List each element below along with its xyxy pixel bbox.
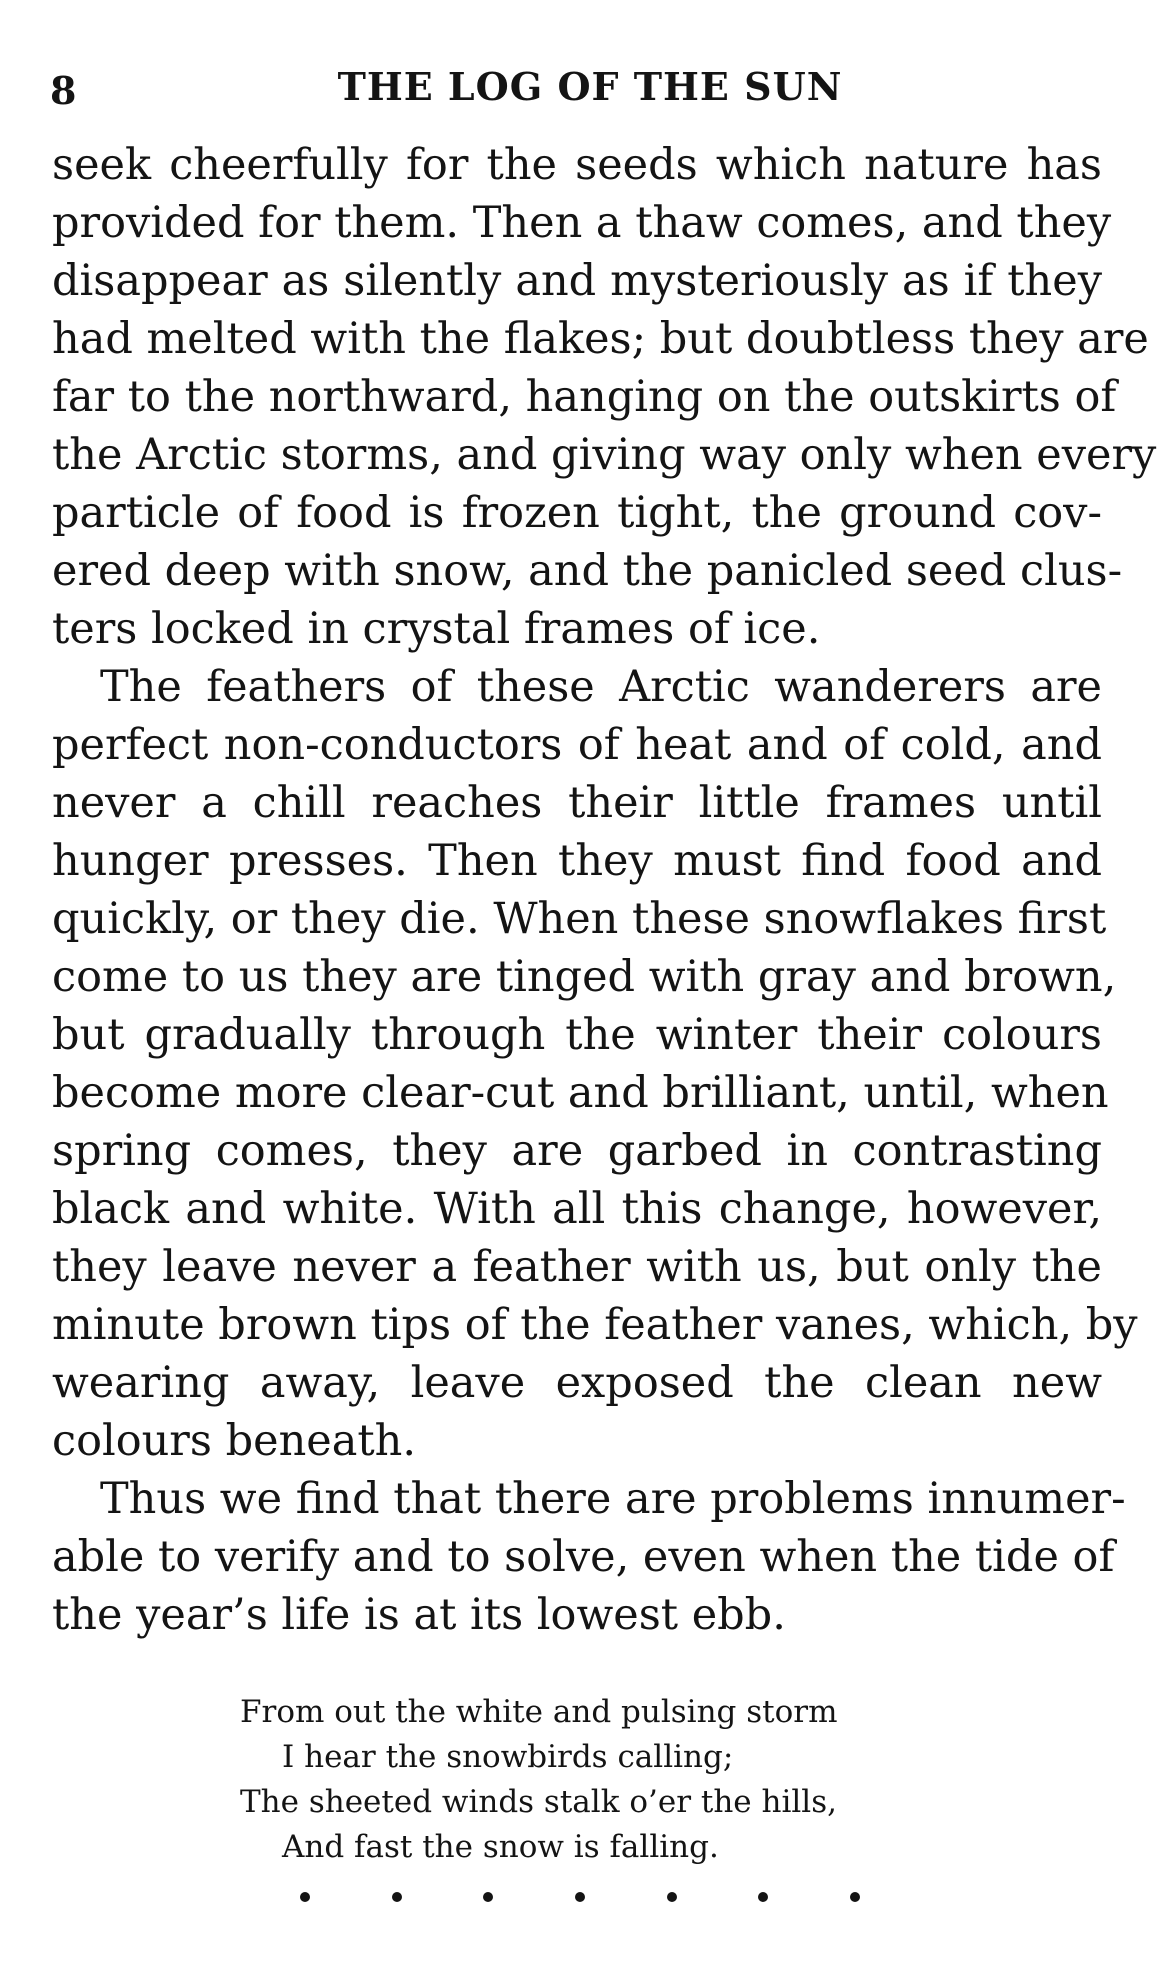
text-line: come to us they are tinged with gray and brown, — [52, 952, 1117, 1002]
ellipsis-dots — [300, 1892, 860, 1932]
text-line: able to verify and to solve, even when the tide of — [52, 1532, 1115, 1582]
text-line: The feathers of these Arctic wanderers are — [100, 662, 1102, 712]
text-line: Thus we find that there are problems innumer- — [100, 1474, 1126, 1524]
text-line: disappear as silently and mysteriously as if they — [52, 256, 1102, 306]
text-line: hunger presses. Then they must find food and — [52, 836, 1102, 886]
text-line: they leave never a feather with us, but only the — [52, 1242, 1102, 1292]
text-line: had melted with the flakes; but doubtless they are — [52, 314, 1149, 364]
ellipsis-dot — [300, 1892, 310, 1902]
verse-line: I hear the snowbirds calling; — [282, 1739, 734, 1775]
text-line: quickly, or they die. When these snowflakes first — [52, 894, 1107, 944]
page-number: 8 — [50, 68, 77, 113]
text-line: provided for them. Then a thaw comes, and they — [52, 198, 1112, 248]
text-line: perfect non-conductors of heat and of cold, and — [52, 720, 1102, 770]
text-line: never a chill reaches their little frames until — [52, 778, 1102, 828]
ellipsis-dot — [575, 1892, 585, 1902]
text-line: colours beneath. — [52, 1416, 416, 1466]
text-line: but gradually through the winter their colours — [52, 1010, 1102, 1060]
text-line: ered deep with snow, and the panicled seed clus- — [52, 546, 1123, 596]
verse-line: The sheeted winds stalk o’er the hills, — [240, 1784, 837, 1820]
text-line: black and white. With all this change, however, — [52, 1184, 1102, 1234]
text-line: spring comes, they are garbed in contrasting — [52, 1126, 1102, 1176]
text-line: the year’s life is at its lowest ebb. — [52, 1590, 786, 1640]
text-line: ters locked in crystal frames of ice. — [52, 604, 821, 654]
text-line: minute brown tips of the feather vanes, which, by — [52, 1300, 1138, 1350]
paragraph-3 — [52, 1470, 1126, 1644]
paragraph-2 — [52, 658, 1138, 1470]
ellipsis-dot — [667, 1892, 677, 1902]
paragraph-1 — [52, 136, 1157, 658]
ellipsis-dot — [758, 1892, 768, 1902]
text-line: seek cheerfully for the seeds which nature has — [52, 140, 1102, 190]
ellipsis-dot — [850, 1892, 860, 1902]
text-line: particle of food is frozen tight, the ground cov- — [52, 488, 1102, 538]
body-text — [52, 136, 1157, 1644]
verse-stanza — [240, 1690, 940, 1870]
ellipsis-dot — [392, 1892, 402, 1902]
ellipsis-dot — [483, 1892, 493, 1902]
running-head — [50, 60, 1110, 120]
verse-line: And fast the snow is falling. — [282, 1829, 719, 1865]
running-title: THE LOG OF THE SUN — [337, 64, 843, 109]
text-line: wearing away, leave exposed the clean new — [52, 1358, 1102, 1408]
text-line: become more clear-cut and brilliant, until, when — [52, 1068, 1109, 1118]
verse-line: From out the white and pulsing storm — [240, 1694, 838, 1730]
text-line: far to the northward, hanging on the outskirts of — [52, 372, 1117, 422]
text-line: the Arctic storms, and giving way only when every — [52, 430, 1157, 480]
